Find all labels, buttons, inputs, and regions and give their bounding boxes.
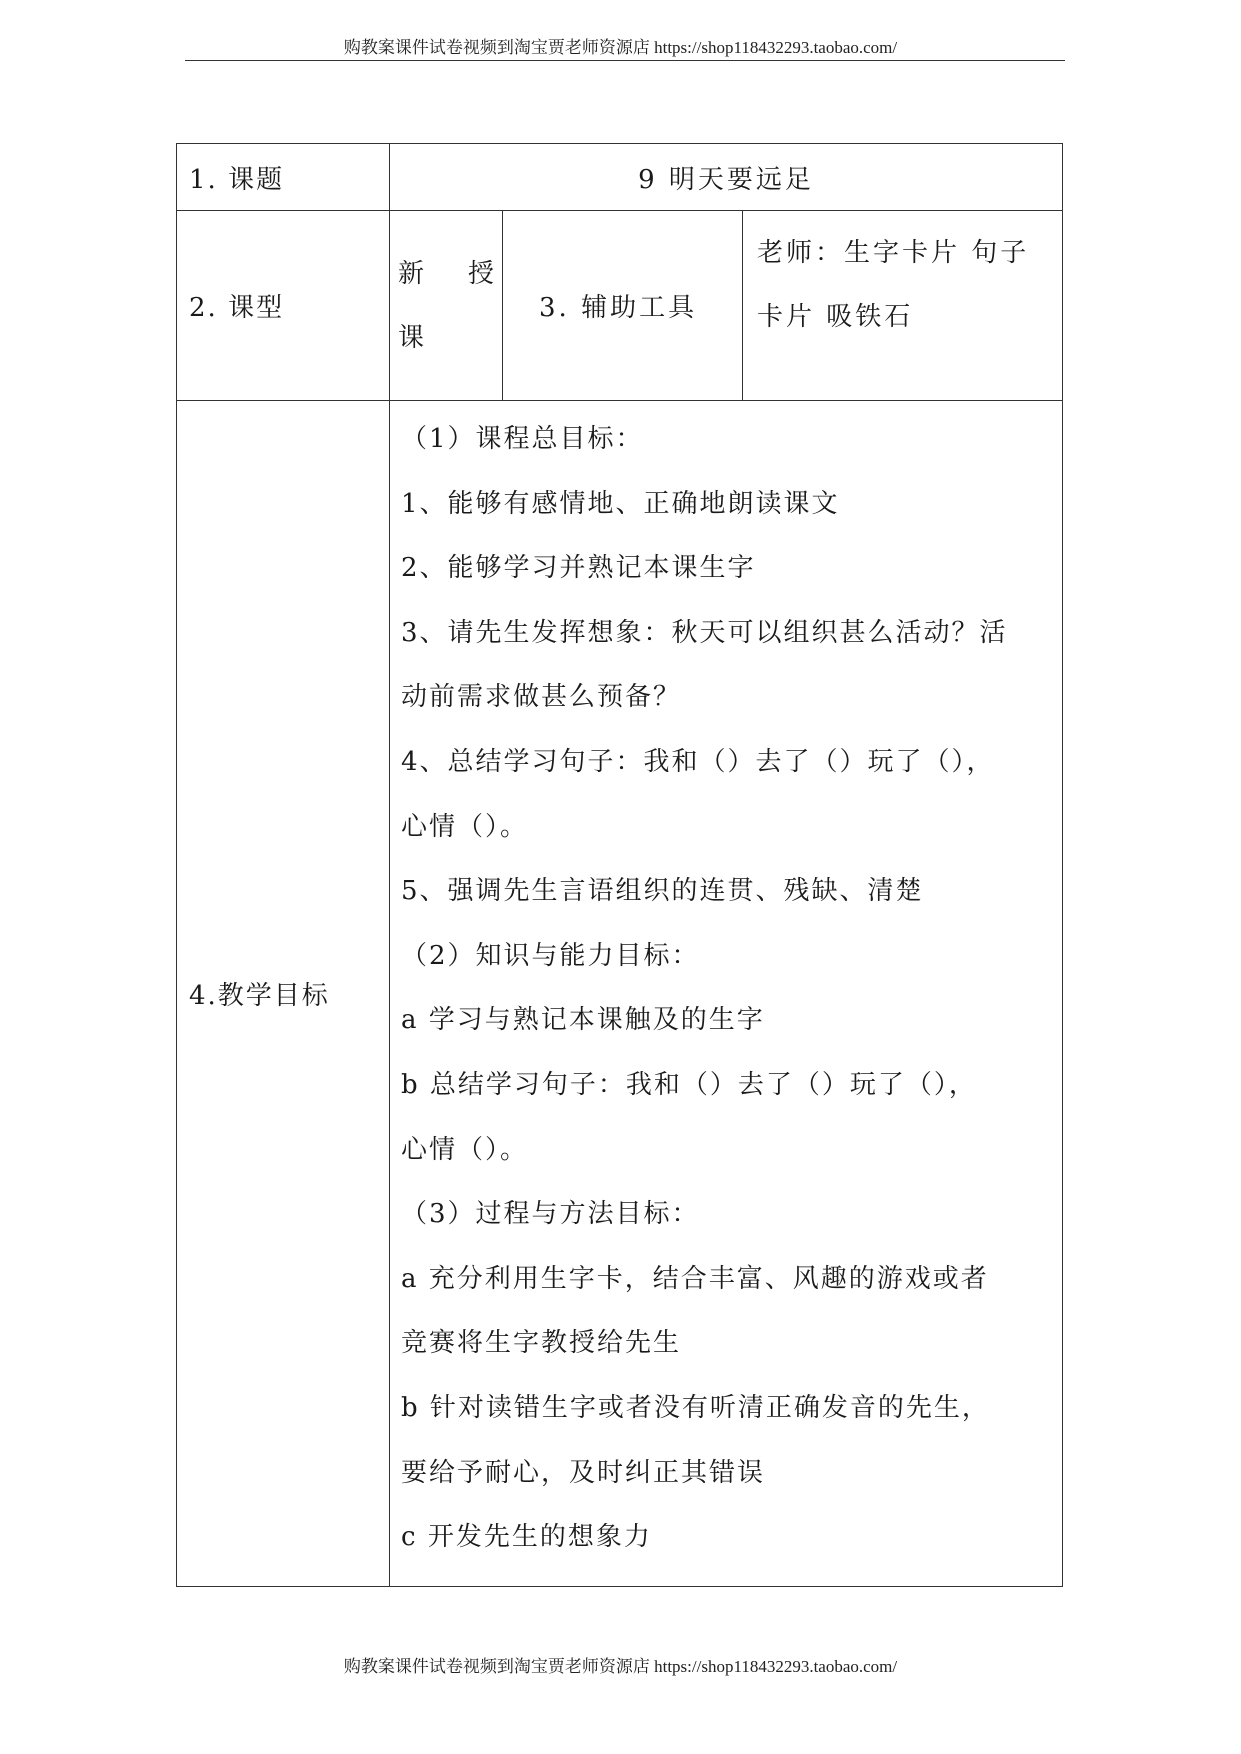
- type-label: 2. 课型: [177, 211, 390, 401]
- goal-line: 要给予耐心，及时纠正其错误: [401, 1457, 766, 1488]
- type-value-char-1: 新: [398, 258, 425, 289]
- type-value-char-2: 授: [467, 258, 494, 289]
- aux-tools-label: 3. 辅助工具: [503, 211, 743, 401]
- goal-line: 动前需求做甚么预备？: [401, 682, 682, 713]
- goal-line: 2、能够学习并熟记本课生字: [401, 553, 756, 584]
- goal-line: （2）知识与能力目标：: [401, 940, 700, 971]
- page-header: 购教案课件试卷视频到淘宝贾老师资源店 https://shop118432293.taobao.com/: [343, 38, 898, 57]
- goal-line: （1）课程总目标：: [401, 424, 644, 454]
- goal-line: 3、请先生发挥想象：秋天可以组织甚么活动？活: [401, 617, 1008, 648]
- topic-row: [177, 144, 1063, 211]
- goal-line: 竞赛将生字教授给先生: [401, 1328, 682, 1359]
- goal-line: b 总结学习句子：我和（）去了（）玩了（），: [401, 1069, 977, 1100]
- goal-line: 5、强调先生言语组织的连贯、残缺、清楚: [401, 876, 924, 907]
- goal-line: c 开发先生的想象力: [401, 1522, 652, 1553]
- aux-tools-line-2: 卡片 吸铁石: [757, 302, 914, 332]
- goal-line: 心情（）。: [401, 1134, 529, 1165]
- goals-content: [390, 401, 1063, 1587]
- aux-tools-value: [743, 211, 1063, 401]
- aux-tools-line-1: 老师：生字卡片 句子: [757, 238, 1030, 268]
- topic-value: 9 明天要远足: [390, 144, 1063, 211]
- type-value-char-3: 课: [398, 322, 425, 353]
- goal-line: a 充分利用生字卡，结合丰富、风趣的游戏或者: [401, 1263, 989, 1294]
- type-row: [177, 211, 1063, 401]
- lesson-plan-table: [176, 143, 1063, 1587]
- goal-line: 1、能够有感情地、正确地朗读课文: [401, 488, 840, 519]
- goal-line: 心情（）。: [401, 811, 529, 842]
- goal-line: b 针对读错生字或者没有听清正确发音的先生，: [401, 1392, 990, 1423]
- type-value: [390, 211, 503, 401]
- goal-line: （3）过程与方法目标：: [401, 1199, 700, 1230]
- header-divider: [185, 60, 1065, 61]
- goal-line: 4、总结学习句子：我和（）去了（）玩了（），: [401, 746, 995, 777]
- goals-label: 4.教学目标: [177, 401, 390, 1587]
- page-footer: 购教案课件试卷视频到淘宝贾老师资源店 https://shop118432293.taobao.com/: [343, 1657, 898, 1676]
- goals-row: [177, 401, 1063, 1587]
- topic-label: 1. 课题: [177, 144, 390, 211]
- goal-line: a 学习与熟记本课触及的生字: [401, 1005, 765, 1036]
